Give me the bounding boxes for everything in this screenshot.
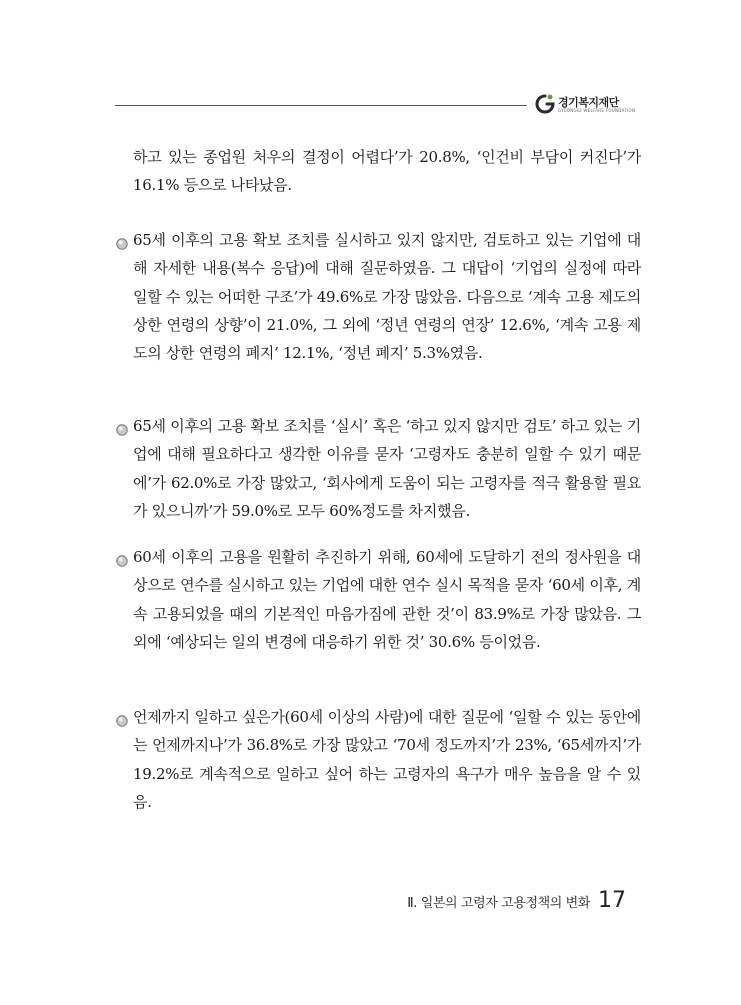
bullet-icon bbox=[114, 553, 130, 569]
chapter-title: Ⅱ. 일본의 고령자 고용정책의 변화 bbox=[407, 896, 590, 911]
paragraph-bullet-3: 60세 이후의 고용을 원활히 추진하기 위해, 60세에 도달하기 전의 정사원을 대상으로 연수를 실시하고 있는 기업에 대한 연수 실시 목적을 묻자 ‘60세 이후, 계속 고용되었을 때의 기본적인 마음가짐에 관한 것’이 83.9%로 가장 많았음. 그 외에 ‘예상되는 일의 변경에 대응하기 위한 것’ 30.6% 등이었음. bbox=[133, 548, 641, 651]
bullet-icon bbox=[114, 422, 130, 438]
paragraph-bullet-1: 65세 이후의 고용 확보 조치를 실시하고 있지 않지만, 검토하고 있는 기업에 대해 자세한 내용(복수 응답)에 대해 질문하였음. 그 대답이 ‘기업의 실정에 따라 일할 수 있는 어떠한 구조’가 49.6%로 가장 많았음. 다음으로 ‘계속 고용 제도의 상한 연령의 상향’이 21.0%, 그 외에 ‘정년 연령의 연장’ 12.6%, ‘계속 고용 제도의 상한 연령의 폐지’ 12.1%, ‘정년 폐지’ 5.3%였음. bbox=[133, 231, 641, 363]
bullet-icon bbox=[114, 236, 130, 252]
page-footer bbox=[407, 888, 626, 913]
page-number: 17 bbox=[598, 888, 626, 913]
header-rule bbox=[115, 105, 527, 106]
bullet-icon bbox=[114, 713, 130, 729]
paragraph-bullet-4: 언제까지 일하고 싶은가(60세 이상의 사람)에 대한 질문에 ‘일할 수 있는 동안에는 언제까지나’가 36.8%로 가장 많았고 ‘70세 정도까지’가 23%, ‘65세까지’가 19.2%로 계속적으로 일하고 싶어 하는 고령자의 욕구가 매우 높음을 알 수 있음. bbox=[133, 708, 641, 811]
foundation-logo bbox=[534, 91, 644, 117]
paragraph-bullet-2: 65세 이후의 고용 확보 조치를 ‘실시’ 혹은 ‘하고 있지 않지만 검토’ 하고 있는 기업에 대해 필요하다고 생각한 이유를 묻자 ‘고령자도 충분히 일할 수 있기 때문에’가 62.0%로 가장 많았고, ‘회사에게 도움이 되는 고령자를 적극 활용할 필요가 있으니까’가 59.0%로 모두 60%정도를 차지했음. bbox=[133, 417, 641, 520]
logo-subtext: GYEONGGI WELFARE FOUNDATION bbox=[558, 108, 636, 113]
logo-emblem-icon bbox=[534, 93, 556, 115]
paragraph-continued: 하고 있는 종업원 처우의 결정이 어렵다’가 20.8%, ‘인건비 부담이 커진다’가 16.1% 등으로 나타났음. bbox=[133, 148, 641, 195]
logo-text: 경기복지재단 bbox=[558, 96, 619, 109]
